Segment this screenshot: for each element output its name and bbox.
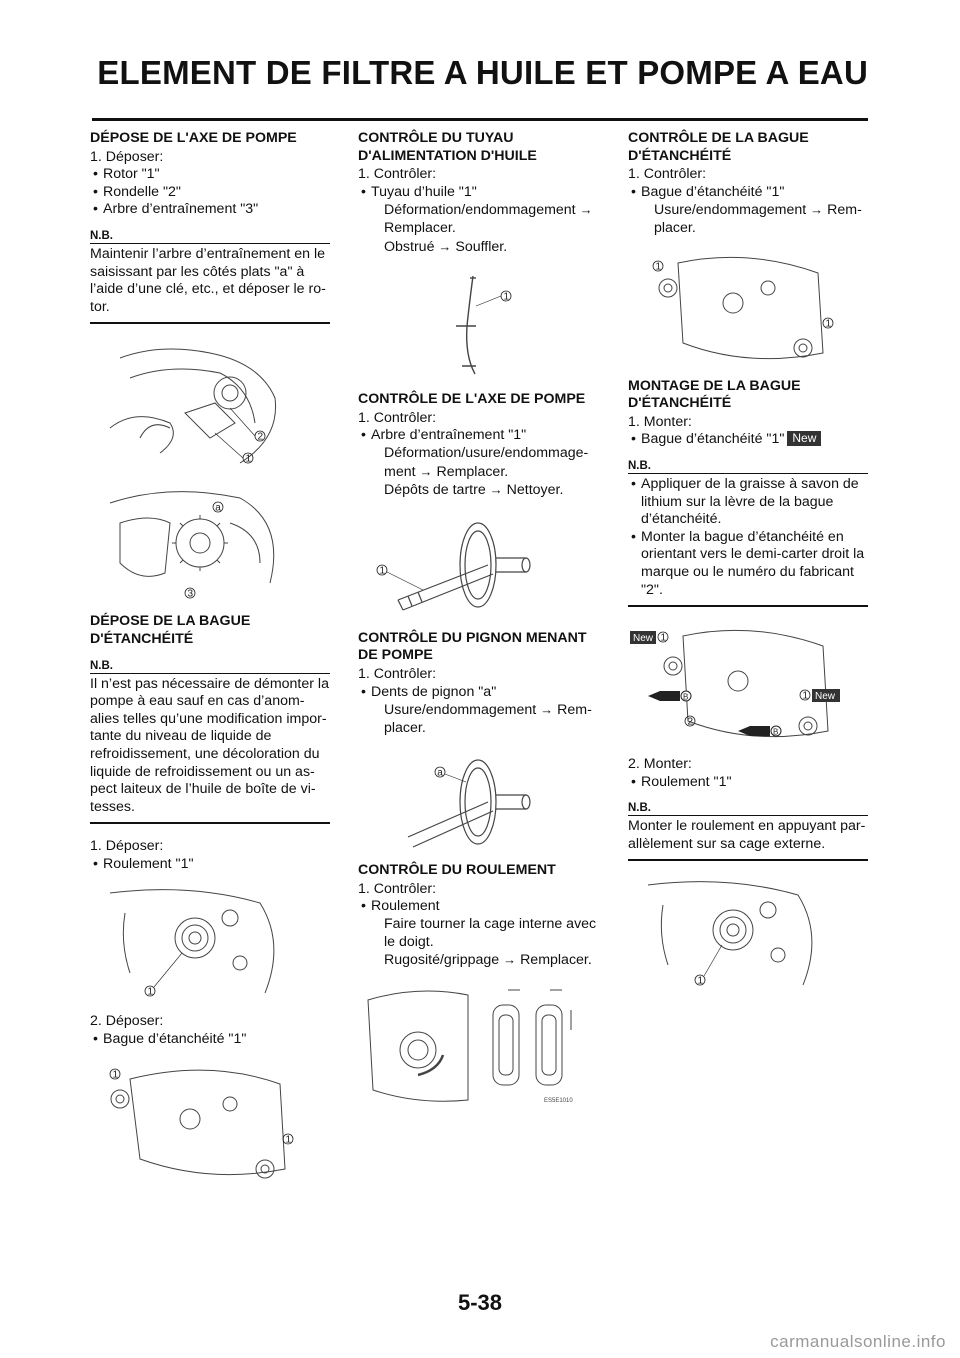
figure-bearing-removal xyxy=(90,883,330,1003)
section-title: CONTRÔLE DE LA BAGUE D'ÉTANCHÉITÉ xyxy=(628,130,809,164)
nb-label: N.B. xyxy=(628,459,868,474)
bullet: • Arbre d’entraînement "1" xyxy=(358,427,598,445)
bullet: • Arbre d’entraînement "3" xyxy=(90,201,330,219)
nb-label: N.B. xyxy=(628,801,868,816)
column-2 xyxy=(358,130,598,1115)
label-1: 1 xyxy=(660,632,667,644)
figure-oil-pipe xyxy=(358,266,598,381)
label-a: a xyxy=(215,502,221,514)
label-1: 1 xyxy=(245,453,252,465)
section-title: CONTRÔLE DE L'AXE DE POMPE xyxy=(358,391,586,408)
figure-bearing-check xyxy=(358,980,598,1105)
oil-seal-install-illustration xyxy=(628,621,843,746)
step: 2. Déposer: xyxy=(90,1013,164,1030)
note-bullet: • Monter la bague d’étanchéité en orientant vers le demi-carter droit la marque ou le numéro du fabricant "2". xyxy=(628,529,868,599)
check-line: Faire tourner la cage interne avec le doigt. xyxy=(384,916,597,950)
step: 1. Contrôler: xyxy=(358,166,437,183)
step: 1. Déposer: xyxy=(90,148,164,165)
label-1: 1 xyxy=(697,975,704,987)
step: 1. Déposer: xyxy=(90,838,164,855)
check-line: Rugosité/grippage → Remplacer. xyxy=(384,952,592,969)
note-end-rule xyxy=(628,859,868,861)
figure-drive-gear xyxy=(358,747,598,852)
check-line: ment → Remplacer. xyxy=(384,463,509,480)
column-1 xyxy=(90,130,330,1194)
note-text: Maintenir l’arbre d’entraînement en le saisissant par les côtés plats "a" à l’aide d’une clé, etc., et déposer le ro-tor. xyxy=(90,245,326,315)
label-b: B xyxy=(773,727,779,737)
figure-code: ES5E1010 xyxy=(544,1097,573,1104)
step: 1. Monter: xyxy=(628,413,692,430)
bearing-check-illustration xyxy=(358,980,588,1105)
step: 1. Contrôler: xyxy=(358,880,437,897)
bullet: • Roulement xyxy=(358,898,598,916)
note-bullet: • Appliquer de la graisse à savon de lithium sur la lèvre de la bague d’étanchéité. xyxy=(628,476,868,529)
drive-shaft-illustration xyxy=(358,510,578,620)
figure-oil-seal-install xyxy=(628,621,868,746)
check-line: Déformation/usure/endommage- xyxy=(384,444,589,461)
section-title: DÉPOSE DE LA BAGUE D'ÉTANCHÉITÉ xyxy=(90,613,251,647)
bullet: • Bague d’étanchéité "1" xyxy=(628,184,868,202)
page-title: ELEMENT DE FILTRE A HUILE ET POMPE A EAU xyxy=(97,54,868,91)
new-badge-text: New xyxy=(815,691,836,703)
section-title: CONTRÔLE DU PIGNON MENANT DE POMPE xyxy=(358,629,587,664)
footer-watermark[interactable]: carmanualsonline.info xyxy=(770,1332,946,1351)
check-line: Remplacer. xyxy=(384,219,456,236)
figure-drive-shaft xyxy=(358,510,598,620)
label-a: a xyxy=(437,767,443,779)
drive-gear-teeth-illustration xyxy=(358,747,578,852)
grease-icon xyxy=(648,691,680,701)
oil-seal-check-illustration xyxy=(628,248,838,368)
check-line: placer. xyxy=(384,719,426,736)
new-badge-text: New xyxy=(633,633,654,645)
bullet: • Bague d’étanchéité "1" xyxy=(90,1031,330,1049)
drive-gear-illustration xyxy=(90,483,290,603)
section-title: CONTRÔLE DU ROULEMENT xyxy=(358,862,556,879)
section-title: CONTRÔLE DU TUYAU D'ALIMENTATION D'HUILE xyxy=(358,130,537,164)
label-b: B xyxy=(683,692,689,702)
rotor-illustration xyxy=(90,338,290,473)
check-line: placer. xyxy=(654,219,696,236)
bearing-illustration xyxy=(90,883,290,1003)
column-3 xyxy=(628,130,868,1005)
bullet: • Dents de pignon "a" xyxy=(358,684,598,702)
note-text: Il n’est pas nécessaire de démonter la pompe à eau sauf en cas d’anom-alies telles qu’une modification impor-tante du niveau de liquide de refroidissement, une décoloration du liquide de refroidissement ou un as-pect laiteux de l’huile de boîte de vi-tesses. xyxy=(90,675,329,815)
note-text: Monter le roulement en appuyant par-allèlement sur sa cage externe. xyxy=(628,818,866,852)
bullet: • Rondelle "2" xyxy=(90,184,330,202)
step: 1. Contrôler: xyxy=(628,166,707,183)
figure-rotor-removal xyxy=(90,338,330,473)
figure-bearing-install xyxy=(628,875,868,995)
check-line: Déformation/endommagement → xyxy=(384,202,593,219)
label-1: 1 xyxy=(655,261,662,273)
check-line: Usure/endommagement → Rem- xyxy=(384,702,592,719)
label-1: 1 xyxy=(147,986,154,998)
step: 1. Contrôler: xyxy=(358,409,437,426)
nb-label: N.B. xyxy=(90,229,330,244)
bullet: • Rotor "1" xyxy=(90,166,330,184)
label-2: 2 xyxy=(257,431,264,443)
label-1: 1 xyxy=(503,291,510,303)
bullet: • Roulement "1" xyxy=(90,856,330,874)
section-title: DÉPOSE DE L'AXE DE POMPE xyxy=(90,130,297,146)
bearing-install-illustration xyxy=(628,875,828,995)
label-2: 2 xyxy=(687,716,694,728)
section-title: MONTAGE DE LA BAGUE D'ÉTANCHÉITÉ xyxy=(628,377,801,412)
note-end-rule xyxy=(90,822,330,824)
note-end-rule xyxy=(628,605,868,607)
nb-label: N.B. xyxy=(90,659,330,674)
figure-oil-seal-removal xyxy=(90,1059,330,1184)
new-badge: New xyxy=(787,431,821,446)
step: 1. Contrôler: xyxy=(358,665,437,682)
title-rule xyxy=(92,118,868,121)
label-1: 1 xyxy=(112,1069,119,1081)
figure-oil-seal-check xyxy=(628,248,868,368)
label-1: 1 xyxy=(802,690,809,702)
check-line: Obstrué → Souffler. xyxy=(384,238,508,255)
label-1: 1 xyxy=(285,1134,292,1146)
label-1: 1 xyxy=(825,318,832,330)
page-number: 5-38 xyxy=(457,1290,503,1315)
oil-pipe-illustration xyxy=(358,266,578,381)
bullet: • Tuyau d’huile "1" xyxy=(358,184,598,202)
note-end-rule xyxy=(90,322,330,324)
oil-seal-illustration xyxy=(90,1059,300,1184)
step: 2. Monter: xyxy=(628,756,692,773)
bullet: • Roulement "1" xyxy=(628,774,868,792)
check-line: Usure/endommagement → Rem- xyxy=(654,202,862,219)
figure-drive-shaft-removal xyxy=(90,483,330,603)
bullet: • Bague d’étanchéité "1" New xyxy=(628,431,868,449)
check-line: Dépôts de tartre → Nettoyer. xyxy=(384,482,564,499)
label-3: 3 xyxy=(187,588,194,600)
label-1: 1 xyxy=(379,565,386,577)
